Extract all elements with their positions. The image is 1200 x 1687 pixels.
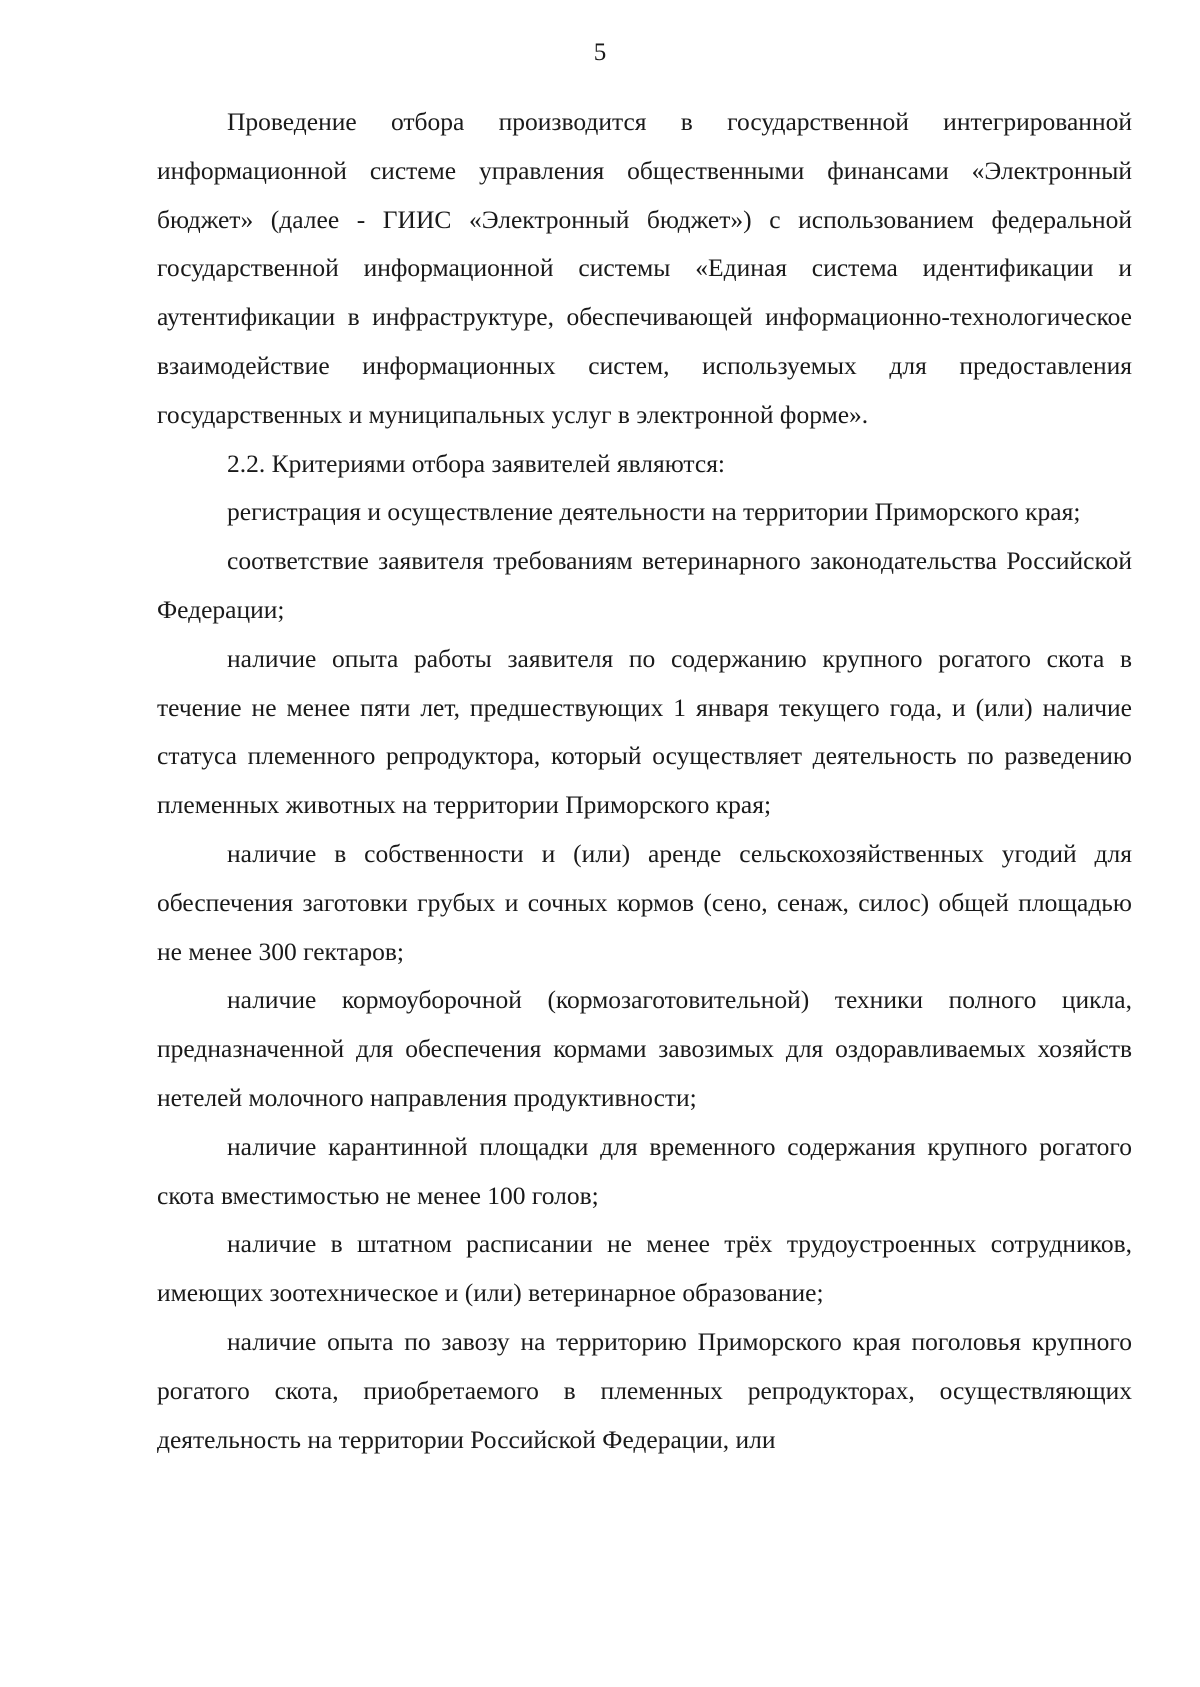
page-number: 5 xyxy=(593,39,607,66)
document-body xyxy=(157,98,1132,1464)
paragraph-criterion-registration: регистрация и осуществление деятельности на территории Приморского края; xyxy=(227,497,1081,527)
paragraph-criterion-machinery: наличие кормоуборочной (кормозаготовительной) техники полного цикла, предназначенной для обеспечения кормами завозимых для оздоравливаемых хозяйств нетелей молочного направления продуктивности; xyxy=(157,985,1132,1112)
paragraph-criteria-heading: 2.2. Критериями отбора заявителей являются: xyxy=(227,448,726,478)
paragraph-criterion-staff: наличие в штатном расписании не менее трёх трудоустроенных сотрудников, имеющих зоотехническое и (или) ветеринарное образование; xyxy=(157,1229,1132,1308)
paragraph-criterion-land: наличие в собственности и (или) аренде сельскохозяйственных угодий для обеспечения заготовки грубых и сочных кормов (сено, сенаж, силос) общей площадью не менее 300 гектаров; xyxy=(157,838,1132,966)
paragraph-criterion-experience: наличие опыта работы заявителя по содержанию крупного рогатого скота в течение не менее пяти лет, предшествующих 1 января текущего года, и (или) наличие статуса племенного репродуктора, который осуществляет деятельность по разведению племенных животных на территории Приморского края; xyxy=(157,643,1132,820)
paragraph-criterion-veterinary-law: соответствие заявителя требованиям ветеринарного законодательства Российской Федерации; xyxy=(157,546,1132,624)
paragraph-selection-system: Проведение отбора производится в государственной интегрированной информационной системе управления общественными финансами «Электронный бюджет» (далее - ГИИС «Электронный бюджет») с использованием федеральной государственной информационной системы «Единая система идентификации и аутентификации в инфраструктуре, обеспечивающей информационно-технологическое взаимодействие информационных систем, используемых для предоставления государственных и муниципальных услуг в электронной форме». xyxy=(157,107,1132,429)
paragraph-criterion-import-experience: наличие опыта по завозу на территорию Приморского края поголовья крупного рогатого скота, приобретаемого в племенных репродукторах, осуществляющих деятельность на территории Российской Федерации, или xyxy=(157,1326,1132,1454)
paragraph-criterion-quarantine: наличие карантинной площадки для временного содержания крупного рогатого скота вместимостью не менее 100 голов; xyxy=(157,1131,1132,1210)
